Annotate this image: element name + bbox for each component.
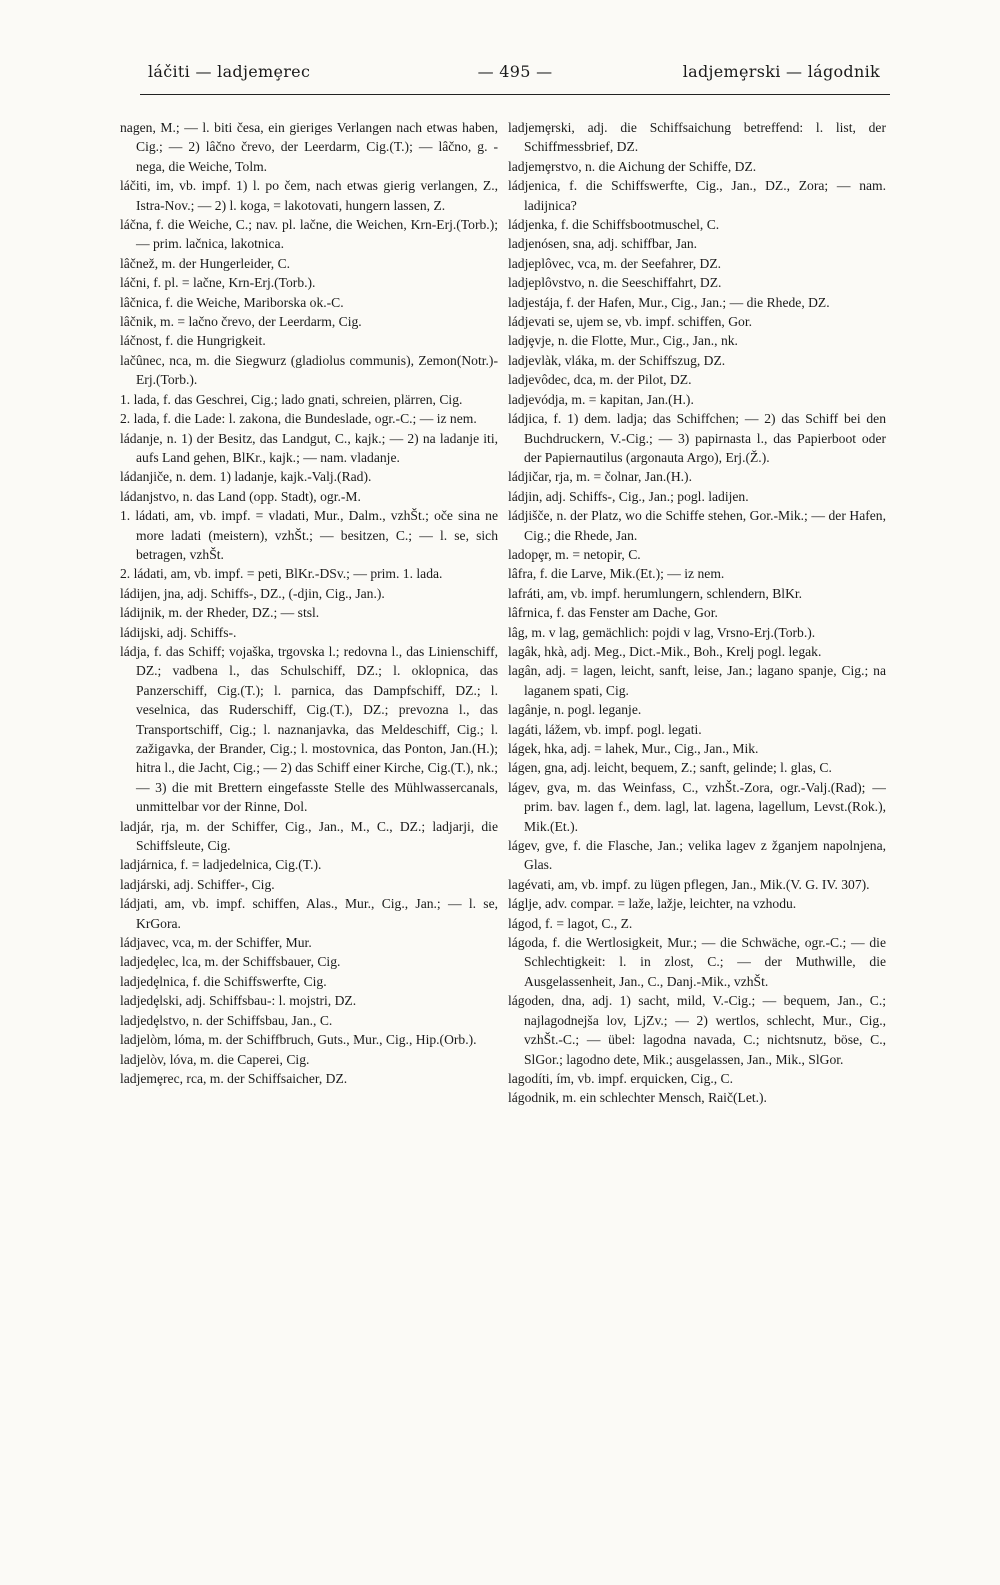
dictionary-entry: ladjemȩrstvo, n. die Aichung der Schiffe, DZ. [508,158,757,174]
dictionary-entry: lâčnež, m. der Hungerleider, C. [120,255,291,271]
dictionary-entry: ládijski, adj. Schiffs-. [120,624,237,640]
dictionary-entry: ladjedȩlec, lca, m. der Schiffsbauer, Cig. [120,954,341,970]
dictionary-entry: lágev, gva, m. das Weinfass, C., vzhŠt.-Zora, ogr.-Valj.(Rad); — prim. bav. lagen f., dem. lagl, lat. lagena, lagellum, Levst.(Rok.), Mik.(Et.). [508,779,886,834]
running-head-right: ladjemȩrski — lágodnik [682,62,880,81]
header-rule [140,94,890,95]
dictionary-entry: láčnost, f. die Hungrigkeit. [120,333,266,349]
dictionary-entry: lagân, adj. = lagen, leicht, sanft, leise, Jan.; lagano spanje, Cig.; na laganem spati, Cig. [508,663,886,698]
running-head-left: láčiti — ladjemȩrec [148,62,311,81]
dictionary-entry: lačûnec, nca, m. die Siegwurz (gladiolus communis), Zemon(Notr.)-Erj.(Torb.). [120,352,498,388]
dictionary-entry: ladjeplôvstvo, n. die Seeschiffahrt, DZ. [508,275,722,291]
dictionary-entry: ladjemȩrski, adj. die Schiffsaichung betreffend: l. list, der Schiffmessbrief, DZ. [508,120,886,155]
dictionary-entry: lagáti, lážem, vb. impf. pogl. legati. [508,721,702,737]
dictionary-entry: lâfra, f. die Larve, Mik.(Et.); — iz nem. [508,566,725,582]
dictionary-entry: ládjati, am, vb. impf. schiffen, Alas., Mur., Cig., Jan.; — l. se, KrGora. [120,896,498,931]
dictionary-entry: lâčnik, m. = lačno črevo, der Leerdarm, Cig. [120,314,362,330]
running-head [140,62,890,88]
dictionary-entry: 1. ládati, am, vb. impf. = vladati, Mur., Dalm., vzhŠt.; oče sina ne more ladati (meistern), vzhŠt.; — besitzen, C.; — l. se, sich betragen, vzhŠt. [120,508,498,562]
dictionary-entry: lagévati, am, vb. impf. zu lügen pflegen, Jan., Mik.(V. G. IV. 307). [508,876,870,892]
dictionary-entry: ládanjiče, n. dem. 1) ladanje, kajk.-Valj.(Rad). [120,469,372,485]
dictionary-entry: lágoda, f. die Wertlosigkeit, Mur.; — die Schwäche, ogr.-C.; — die Schlechtigkeit: l. in zlost, C.; — der Muthwille, die Ausgelassenheit, Jan., C., Danj.-Mik., vzhŠt. [508,935,886,989]
dictionary-entry: ládijen, jna, adj. Schiffs-, DZ., (-djin, Cig., Jan.). [120,585,385,601]
dictionary-entry: láčna, f. die Weiche, C.; nav. pl. lačne, die Weichen, Krn-Erj.(Torb.); — prim. lačnica, lakotnica. [120,217,498,252]
dictionary-entry: nagen, M.; — l. biti česa, ein gieriges Verlangen nach etwas haben, Cig.; — 2) lâčno črevo, der Leerdarm, Cig.(T.); — lâčno, g. -nega, die Weiche, Tolm. [120,120,498,174]
dictionary-entry: ladjelòv, lóva, m. die Caperei, Cig. [120,1051,310,1067]
dictionary-entry: ládjevati se, ujem se, vb. impf. schiffen, Gor. [508,314,753,330]
dictionary-entry: ládjenka, f. die Schiffsbootmuschel, C. [508,217,720,233]
dictionary-entry: ládjica, f. 1) dem. ladja; das Schiffchen; — 2) das Schiff bei den Buchdruckern, V.-Cig.; — 3) papirnasta l., das Papierboot oder der Papiernautilus (argonauta Argo), Erj.(Ž.). [508,411,886,465]
dictionary-entry: láglje, adv. compar. = laže, lažje, leichter, na vzhodu. [508,896,797,912]
dictionary-entry: ladjȩvje, n. die Flotte, Mur., Cig., Jan., nk. [508,333,738,349]
dictionary-entry: ladjevódja, m. = kapitan, Jan.(H.). [508,391,694,407]
dictionary-entry: ladjárnica, f. = ladjedelnica, Cig.(T.). [120,857,322,873]
dictionary-entry: lâčnica, f. die Weiche, Mariborska ok.-C. [120,294,344,310]
dictionary-entry: ládanjstvo, n. das Land (opp. Stadt), ogr.-M. [120,488,361,504]
dictionary-entry: 2. lada, f. die Lade: l. zakona, die Bundeslade, ogr.-C.; — iz nem. [120,411,477,427]
right-column [508,118,886,1558]
dictionary-entry: lâfrnica, f. das Fenster am Dache, Gor. [508,605,718,621]
dictionary-entry: lágen, gna, adj. leicht, bequem, Z.; sanft, gelinde; l. glas, C. [508,760,832,776]
dictionary-entry: 2. ládati, am, vb. impf. = peti, BlKr.-DSv.; — prim. 1. lada. [120,566,443,582]
dictionary-entry: láčni, f. pl. = lačne, Krn-Erj.(Torb.). [120,275,316,291]
dictionary-entry: ladjeplôvec, vca, m. der Seefahrer, DZ. [508,255,722,271]
dictionary-entry: láčiti, im, vb. impf. 1) l. po čem, nach etwas gierig verlangen, Z., Istra-Nov.; — 2) l. koga, = lakotovati, hungern lassen, Z. [120,178,498,213]
dictionary-entry: ladjelòm, lóma, m. der Schiffbruch, Guts., Mur., Cig., Hip.(Orb.). [120,1032,477,1048]
dictionary-entry: ladjedȩlski, adj. Schiffsbau-: l. mojstri, DZ. [120,993,357,1009]
left-column [120,118,498,1558]
dictionary-entry: ladjedȩlstvo, n. der Schiffsbau, Jan., C. [120,1012,333,1028]
dictionary-entry: ládijnik, m. der Rheder, DZ.; — stsl. [120,605,320,621]
dictionary-entry: ladjemȩrec, rca, m. der Schiffsaicher, DZ. [120,1070,348,1086]
dictionary-entry: ladjevôdec, dca, m. der Pilot, DZ. [508,372,692,388]
dictionary-entry: ladjestája, f. der Hafen, Mur., Cig., Jan.; — die Rhede, DZ. [508,294,830,310]
dictionary-entry: lágoden, dna, adj. 1) sacht, mild, V.-Cig.; — bequem, Jan., C.; najlagodnejša lov, LjZv.; — 2) wertlos, schlecht, Mur., Cig., vzhŠt.-C.; — übel: lagodna navada, C.; nichtsnutz, böse, C., SlGor.; lagodno dete, Mik.; ausgelassen, Jan., Mik., SlGor. [508,993,886,1067]
dictionary-entry: ládjišče, n. der Platz, wo die Schiffe stehen, Gor.-Mik.; — der Hafen, Cig.; die Rhede, Jan. [508,508,886,543]
dictionary-entry: lagânje, n. pogl. leganje. [508,702,642,718]
page-number: — 495 — [477,62,553,81]
dictionary-entry: ládjičar, rja, m. = čolnar, Jan.(H.). [508,469,692,485]
dictionary-entry: lágek, hka, adj. = lahek, Mur., Cig., Jan., Mik. [508,741,759,756]
dictionary-entry: ladjenósen, sna, adj. schiffbar, Jan. [508,236,698,252]
dictionary-entry: lágev, gve, f. die Flasche, Jan.; velika lagev z žganjem napolnjena, Glas. [508,838,886,873]
dictionary-entry: lagâk, hkà, adj. Meg., Dict.-Mik., Boh., Krelj pogl. legak. [508,643,822,659]
dictionary-entry: lagodíti, ím, vb. impf. erquicken, Cig., C. [508,1070,734,1086]
dictionary-entry: ládjavec, vca, m. der Schiffer, Mur. [120,935,312,951]
dictionary-entry: ládanje, n. 1) der Besitz, das Landgut, C., kajk.; — 2) na ladanje iti, aufs Land gehen, BlKr., kajk.; — nam. vladanje. [120,430,498,465]
dictionary-entry: lafráti, am, vb. impf. herumlungern, schlendern, BlKr. [508,585,803,601]
dictionary-entry: lágod, f. = lagot, C., Z. [508,915,633,931]
dictionary-entry: ladjedȩlnica, f. die Schiffswerfte, Cig. [120,973,327,989]
dictionary-entry: ladjevlàk, vláka, m. der Schiffszug, DZ. [508,352,726,368]
dictionary-entry: ládja, f. das Schiff; vojaška, trgovska l.; redovna l., das Linienschiff, DZ.; vadbena l., das Schulschiff, DZ.; l. oklopnica, das Panzerschiff, Cig.(T.); l. parnica, das Dampfschiff, DZ.; l. veselnica, das Ruderschiff, Cig.(T.), DZ.; prevozna l., das Transportschiff, Cig.; l. naznanjavka, das Meldeschiff, Cig.; l. zažigavka, der Brander, Cig.; l. mostovnica, das Ponton, Jan.(H.); hitra l., die Jacht, Cig.; — 2) das Schiff einer Kirche, Cig.(T.), nk.; — 3) die mit Brettern eingefasste Stelle des Mühlwassercanals, unmittelbar vor der Rinne, Dol. [120,643,498,815]
dictionary-entry: ladopȩr, m. = netopir, C. [508,546,641,562]
dictionary-entry: ladjár, rja, m. der Schiffer, Cig., Jan., M., C., DZ.; ladjarji, die Schiffsleute, Cig. [120,818,498,854]
dictionary-entry: lágodnik, m. ein schlechter Mensch, Raič(Let.). [508,1090,767,1106]
dictionary-entry: 1. lada, f. das Geschrei, Cig.; lado gnati, schreien, plärren, Cig. [120,391,463,407]
dictionary-entry: ládjenica, f. die Schiffswerfte, Cig., Jan., DZ., Zora; — nam. ladijnica? [508,178,886,213]
dictionary-entry: ládjin, adj. Schiffs-, Cig., Jan.; pogl. ladijen. [508,488,749,504]
dictionary-entry: lâg, m. v lag, gemächlich: pojdi v lag, Vrsno-Erj.(Torb.). [508,624,816,640]
dictionary-entry: ladjárski, adj. Schiffer-, Cig. [120,876,275,892]
